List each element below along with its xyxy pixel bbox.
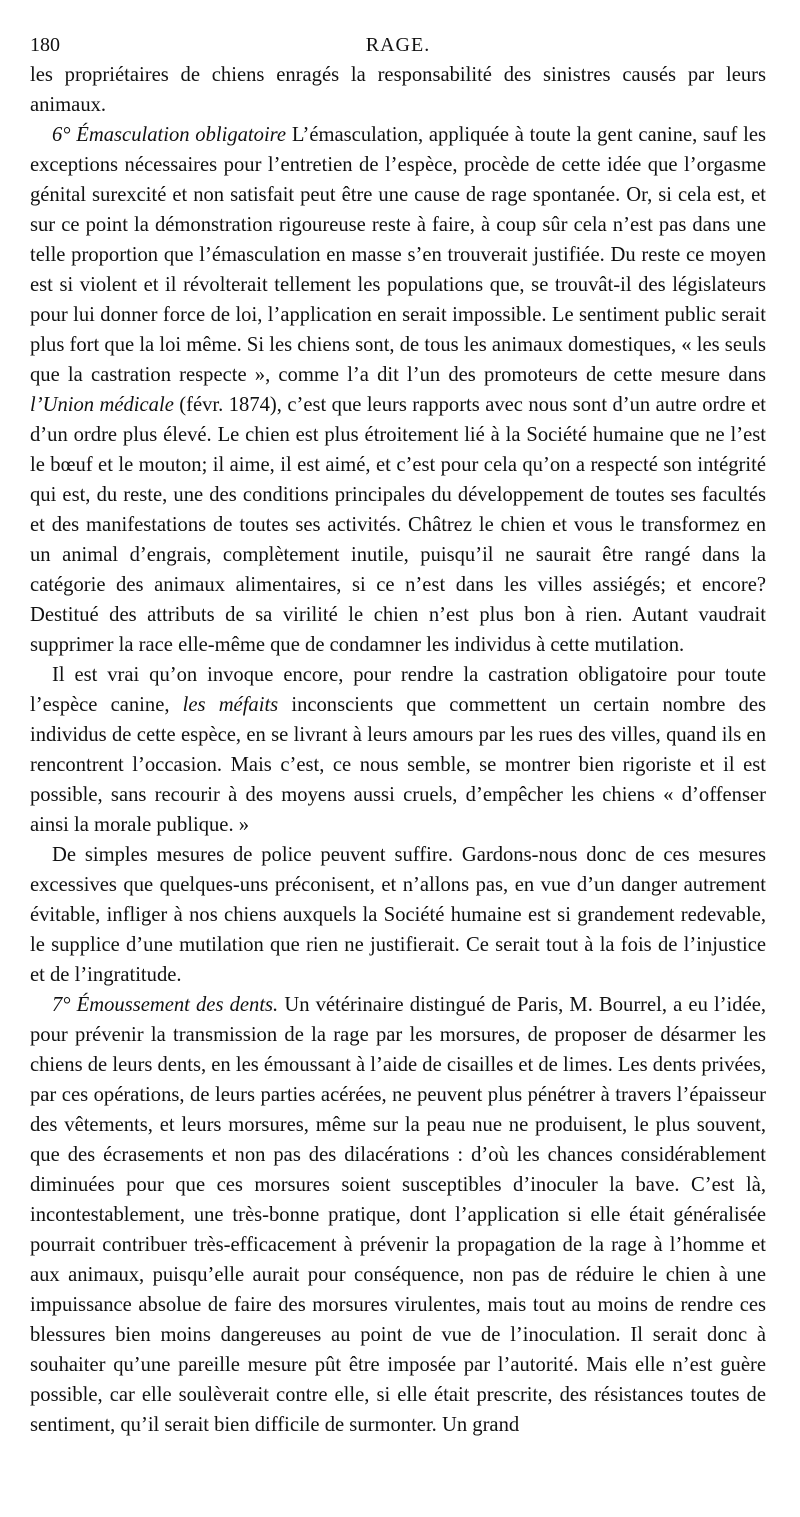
text-segment: inconscients que commettent un certain nombre des individus de cette espèce, en se livrant à leurs amours par les rues des villes, quand ils en rencontrent l’occasion. Mais c’est, ce nous semble, se montrer bien rigoriste et il est possible, sans recourir à des moyens aussi cruels, d’empêcher les chiens « d’offenser ainsi la morale publique. » <box>30 694 767 836</box>
body-text <box>30 60 766 1440</box>
page-number: 180 <box>30 34 60 56</box>
section-heading: 7° Émoussement des dents. <box>52 994 279 1016</box>
text-segment: L’émasculation, appliquée à toute la gent canine, sauf les exceptions nécessaires pour l’entretien de l’espèce, procède de cette idée que l’orgasme génital surexcité et non satisfait peut être une cause de rage spontanée. Or, si cela est, et sur ce point la démonstration rigoureuse reste à faire, à coup sûr cela n’est pas dans une telle proportion que l’émasculation en masse s’en trouverait justifiée. Du reste ce moyen est si violent et il révolterait tellement les populations que, se trouvât-il des législateurs pour lui donner force de loi, l’application en serait impossible. Le sentiment public serait plus fort que la loi même. Si les chiens sont, de tous les animaux domestiques, « les seuls que la castration respecte », comme l’a dit l’un des promoteurs de cette mesure dans <box>30 124 766 386</box>
italic-phrase: les méfaits <box>182 694 279 716</box>
paragraph <box>30 840 766 990</box>
paragraph <box>30 660 766 840</box>
paragraph-teeth <box>30 990 766 1440</box>
paragraph <box>30 60 766 120</box>
running-head: RAGE. <box>365 34 431 56</box>
paragraph-emasculation <box>30 120 766 660</box>
text-segment: Un vétérinaire distingué de Paris, M. Bourrel, a eu l’idée, pour prévenir la transmission de la rage par les morsures, de proposer de désarmer les chiens de leurs dents, en les émoussant à l’aide de cisailles et de limes. Les dents privées, par ces opérations, de leurs parties acérées, ne peuvent plus pénétrer à travers l’épaisseur des vêtements, et leurs morsures, même sur la peau nue ne produisent, le plus souvent, que des écrasements et non pas des dilacérations : d’où les chances considérablement diminuées pour que ces morsures soient susceptibles d’inoculer la bave. C’est là, incontestablement, une très-bonne pratique, dont l’application si elle était généralisée pourrait contribuer très-efficacement à prévenir la propagation de la rage à l’homme et aux animaux, puisqu’elle aurait pour conséquence, non pas de réduire le chien à une impuissance absolue de faire des morsures virulentes, mais tout au moins de rendre ces blessures bien moins dangereuses au point de vue de l’inoculation. Il serait donc à souhaiter qu’une pareille mesure pût être imposée par l’autorité. Mais elle n’est guère possible, car elle soulèverait contre elle, si elle était prescrite, des résistances toutes de sentiment, qu’il serait bien difficile de surmonter. Un grand <box>30 994 767 1436</box>
italic-title: l’Union médicale <box>30 394 174 416</box>
book-page <box>30 30 766 1440</box>
text-segment: les propriétaires de chiens enragés la responsabilité des sinistres causés par leurs animaux. <box>30 64 766 116</box>
page-header <box>30 30 766 60</box>
section-heading: 6° Émasculation obligatoire <box>52 124 287 146</box>
text-segment: Il est vrai qu’on invoque encore, pour rendre la castration obligatoire pour toute l’espèce canine, <box>30 664 766 716</box>
text-segment: (févr. 1874), c’est que leurs rapports avec nous sont d’un autre ordre et d’un ordre plus élevé. Le chien est plus étroitement lié à la Société humaine que ne l’est le bœuf et le mouton; il aime, il est aimé, et c’est pour cela qu’on a respecté son intégrité qui est, du reste, une des conditions principales du développement de toutes ses facultés et des manifestations de toutes ses activités. Châtrez le chien et vous le transformez en un animal d’engrais, complètement inutile, puisqu’il ne saurait être rangé dans la catégorie des animaux alimentaires, si ce n’est dans les villes assiégés; et encore? Destitué des attributs de sa virilité le chien n’est plus bon à rien. Autant vaudrait supprimer la race elle-même que de condamner les individus à cette mutilation. <box>30 394 766 656</box>
text-segment: De simples mesures de police peuvent suffire. Gardons-nous donc de ces mesures excessives que quelques-uns préconisent, et n’allons pas, en vue d’un danger autrement évitable, infliger à nos chiens auxquels la Société humaine est si grandement redevable, le supplice d’une mutilation que rien ne justifierait. Ce serait tout à la fois de l’injustice et de l’ingratitude. <box>30 844 766 986</box>
